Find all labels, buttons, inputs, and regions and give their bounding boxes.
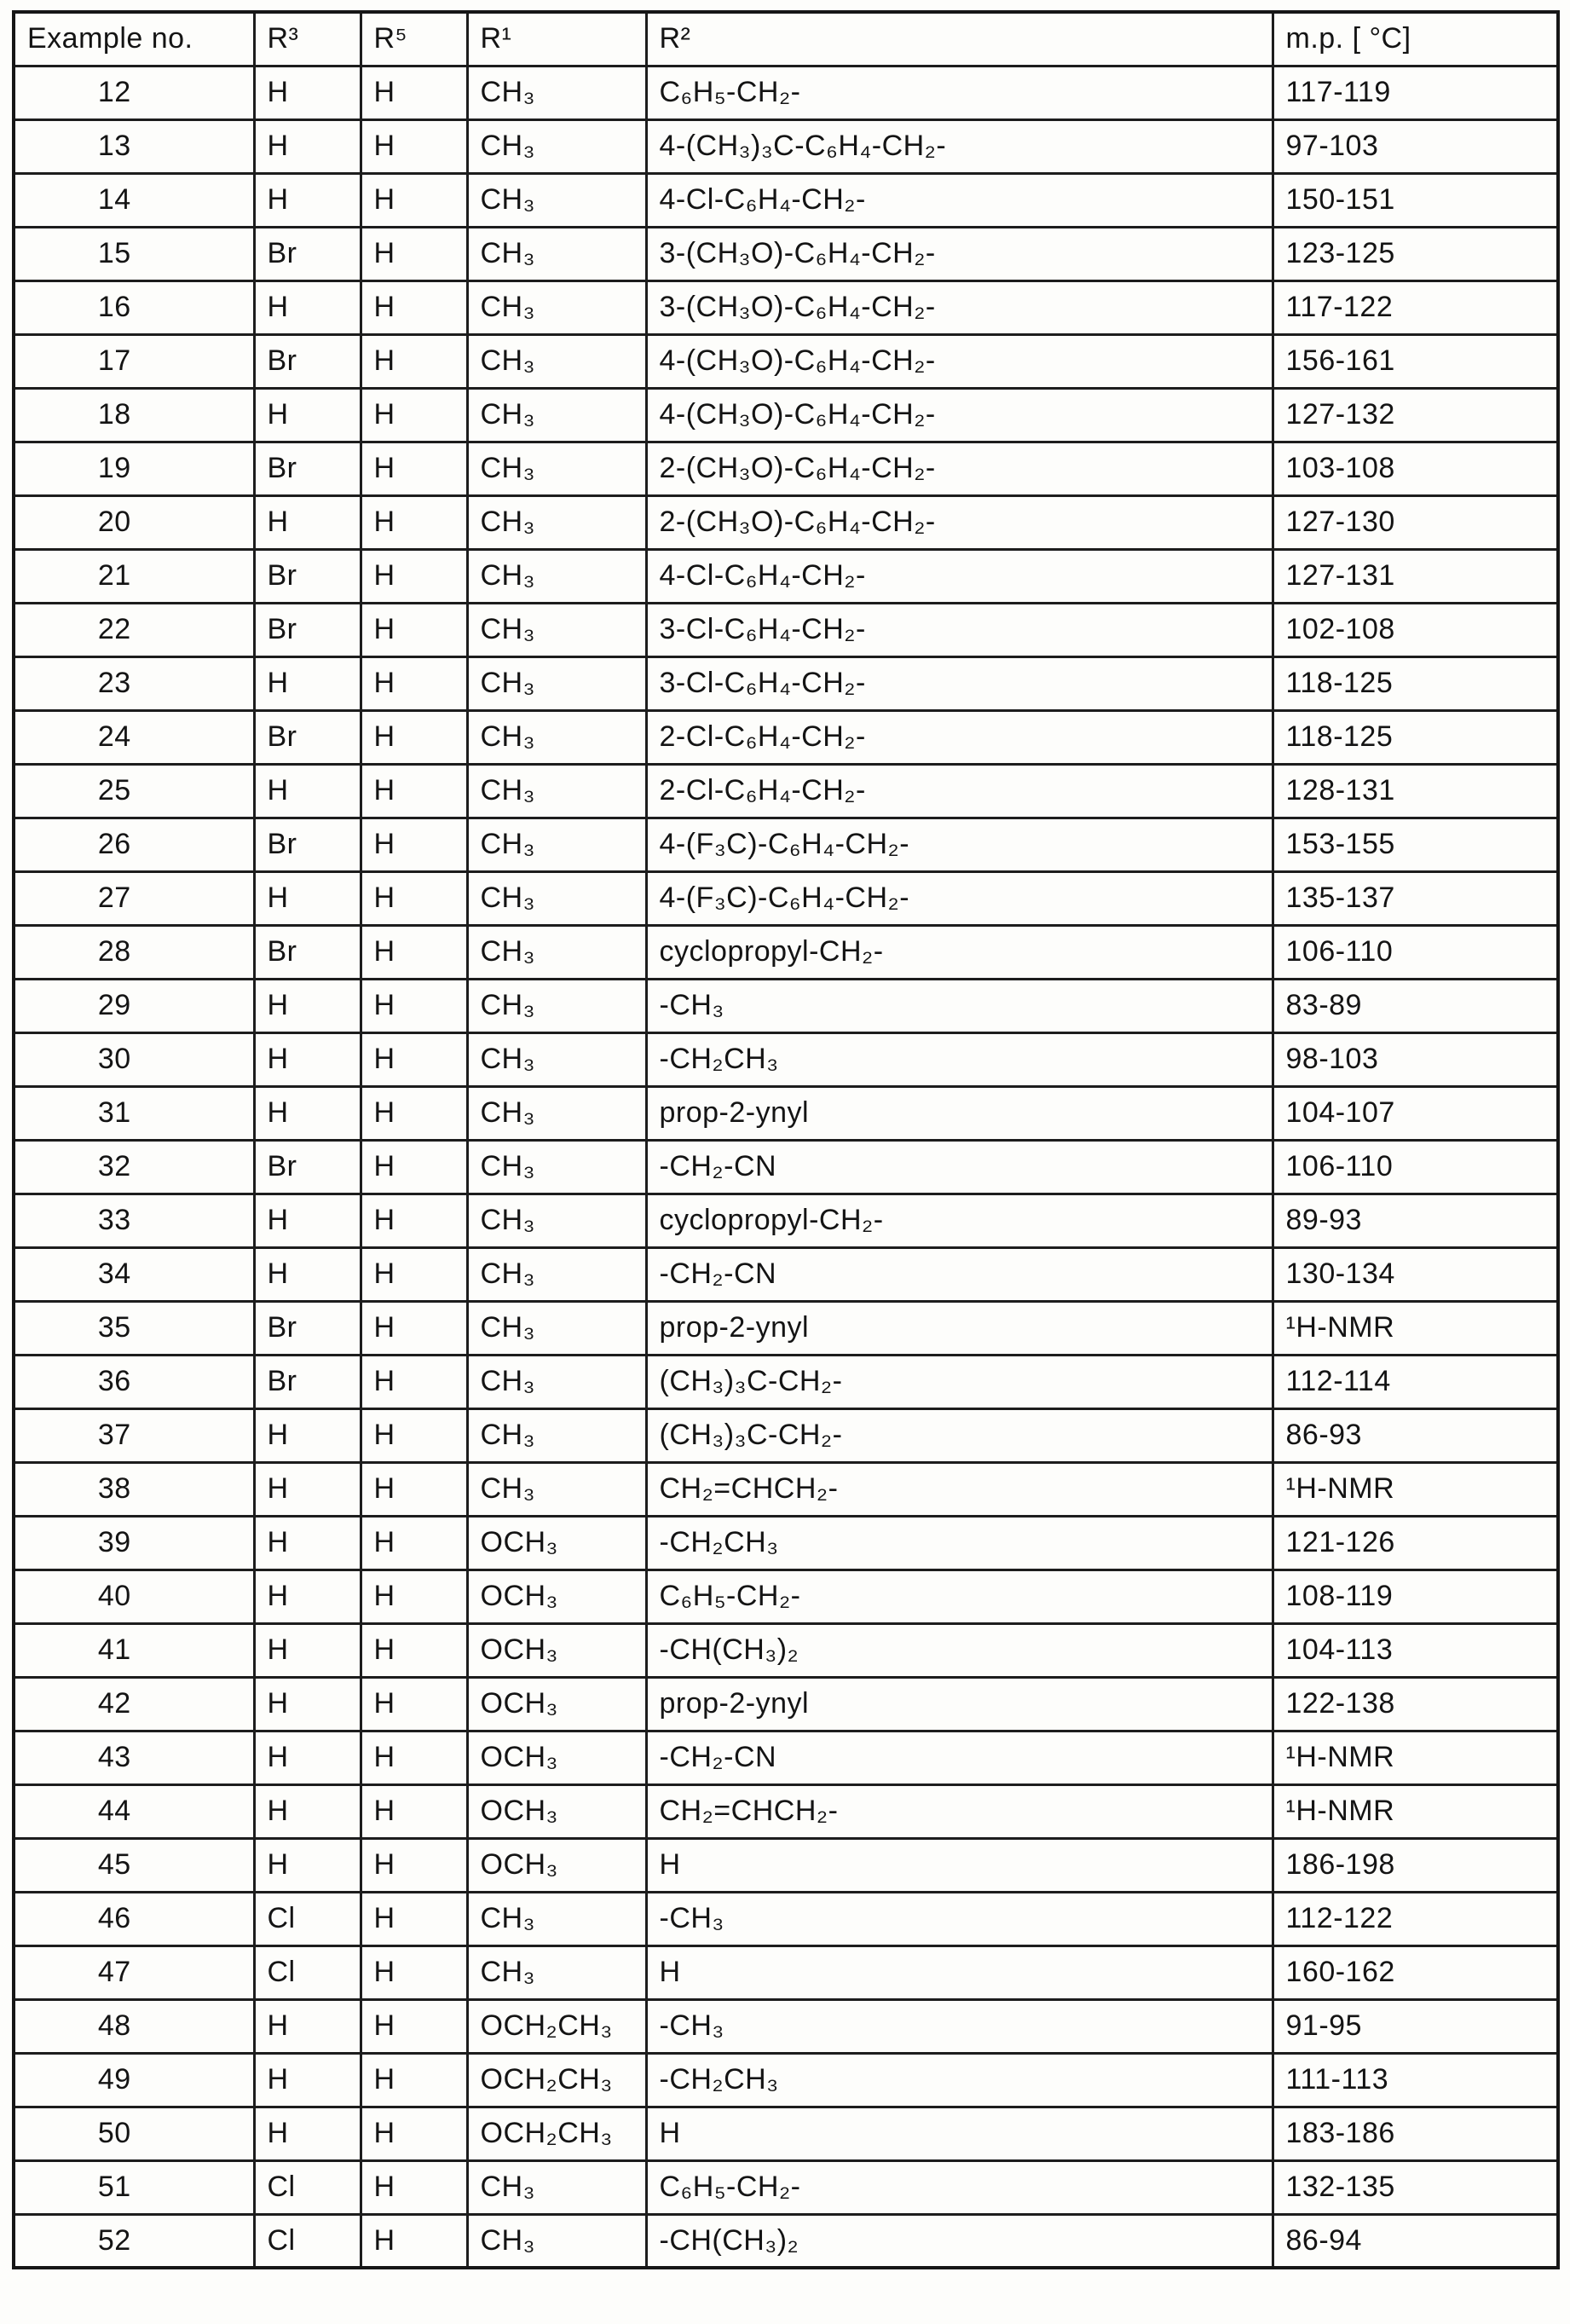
table-cell-r3: H	[254, 1838, 361, 1892]
table-row	[14, 227, 1558, 280]
table-cell-r1: CH₃	[467, 442, 646, 495]
table-cell-r3: H	[254, 1194, 361, 1247]
table-cell-r1: CH₃	[467, 764, 646, 818]
table-cell-r1: OCH₂CH₃	[467, 2107, 646, 2160]
table-row	[14, 1140, 1558, 1194]
table-cell-r1: CH₃	[467, 66, 646, 119]
table-cell-r1: OCH₃	[467, 1623, 646, 1677]
column-header-example-no: Example no.	[14, 12, 254, 66]
table-cell-r2: 3-(CH₃O)-C₆H₄-CH₂-	[646, 227, 1273, 280]
table-cell-r1: CH₃	[467, 710, 646, 764]
example-number-cell: 14	[14, 173, 254, 227]
table-cell-r3: H	[254, 1784, 361, 1838]
table-cell-mp: 128-131	[1273, 764, 1558, 818]
table-cell-mp: 127-131	[1273, 549, 1558, 603]
table-cell-r2: -CH₃	[646, 1892, 1273, 1945]
table-cell-r5: H	[361, 2053, 467, 2107]
table-cell-r2: -CH₂CH₃	[646, 2053, 1273, 2107]
example-number-cell: 45	[14, 1838, 254, 1892]
example-number-cell: 43	[14, 1731, 254, 1784]
table-cell-r3: H	[254, 1623, 361, 1677]
table-cell-r1: CH₃	[467, 334, 646, 388]
table-cell-r2: 2-(CH₃O)-C₆H₄-CH₂-	[646, 442, 1273, 495]
table-cell-r1: CH₃	[467, 388, 646, 442]
example-number-cell: 47	[14, 1945, 254, 1999]
table-cell-r3: H	[254, 1677, 361, 1731]
example-number-cell: 32	[14, 1140, 254, 1194]
table-cell-mp: 118-125	[1273, 710, 1558, 764]
example-number-cell: 39	[14, 1516, 254, 1570]
table-cell-r2: 4-(CH₃)₃C-C₆H₄-CH₂-	[646, 119, 1273, 173]
table-cell-mp: 106-110	[1273, 925, 1558, 979]
table-cell-r2: C₆H₅-CH₂-	[646, 2160, 1273, 2214]
table-cell-r1: OCH₃	[467, 1731, 646, 1784]
table-cell-r5: H	[361, 495, 467, 549]
table-cell-r2: 3-Cl-C₆H₄-CH₂-	[646, 603, 1273, 656]
table-cell-r3: Br	[254, 710, 361, 764]
table-cell-r3: Cl	[254, 2160, 361, 2214]
column-header-r3: R³	[254, 12, 361, 66]
table-cell-mp: 135-137	[1273, 871, 1558, 925]
table-row	[14, 1408, 1558, 1462]
example-number-cell: 34	[14, 1247, 254, 1301]
table-row	[14, 66, 1558, 119]
table-cell-r3: Br	[254, 818, 361, 871]
table-row	[14, 1247, 1558, 1301]
table-cell-r5: H	[361, 603, 467, 656]
table-cell-r2: -CH₂-CN	[646, 1731, 1273, 1784]
table-cell-r5: H	[361, 1408, 467, 1462]
table-row	[14, 1355, 1558, 1408]
table-cell-r3: H	[254, 119, 361, 173]
table-cell-r2: cyclopropyl-CH₂-	[646, 1194, 1273, 1247]
table-cell-r5: H	[361, 549, 467, 603]
example-number-cell: 44	[14, 1784, 254, 1838]
table-cell-r5: H	[361, 334, 467, 388]
table-cell-mp: 117-122	[1273, 280, 1558, 334]
table-cell-r2: 2-Cl-C₆H₄-CH₂-	[646, 710, 1273, 764]
table-cell-r5: H	[361, 2107, 467, 2160]
example-number-cell: 31	[14, 1086, 254, 1140]
table-cell-r3: Cl	[254, 1892, 361, 1945]
table-cell-r5: H	[361, 280, 467, 334]
column-header-r2: R²	[646, 12, 1273, 66]
table-row	[14, 2107, 1558, 2160]
table-cell-mp: 104-107	[1273, 1086, 1558, 1140]
compound-examples-table	[12, 10, 1560, 2269]
column-header-r5: R⁵	[361, 12, 467, 66]
table-cell-r3: H	[254, 173, 361, 227]
table-row	[14, 1945, 1558, 1999]
table-row	[14, 119, 1558, 173]
table-cell-r1: OCH₃	[467, 1516, 646, 1570]
table-cell-mp: 123-125	[1273, 227, 1558, 280]
table-cell-r2: 4-Cl-C₆H₄-CH₂-	[646, 173, 1273, 227]
table-cell-r2: 4-(F₃C)-C₆H₄-CH₂-	[646, 818, 1273, 871]
table-cell-r2: (CH₃)₃C-CH₂-	[646, 1408, 1273, 1462]
table-row	[14, 2053, 1558, 2107]
table-cell-r5: H	[361, 1731, 467, 1784]
table-row	[14, 549, 1558, 603]
table-cell-r1: CH₃	[467, 280, 646, 334]
table-row	[14, 1999, 1558, 2053]
table-cell-r3: Br	[254, 1355, 361, 1408]
table-cell-r5: H	[361, 1355, 467, 1408]
table-cell-mp: 98-103	[1273, 1032, 1558, 1086]
example-number-cell: 30	[14, 1032, 254, 1086]
table-cell-r5: H	[361, 656, 467, 710]
table-cell-r2: 4-(F₃C)-C₆H₄-CH₂-	[646, 871, 1273, 925]
table-cell-r1: CH₃	[467, 1301, 646, 1355]
table-cell-r5: H	[361, 818, 467, 871]
table-row	[14, 1838, 1558, 1892]
table-cell-r2: 4-(CH₃O)-C₆H₄-CH₂-	[646, 388, 1273, 442]
table-cell-mp: 91-95	[1273, 1999, 1558, 2053]
table-row	[14, 1086, 1558, 1140]
table-row	[14, 925, 1558, 979]
table-row	[14, 1462, 1558, 1516]
example-number-cell: 48	[14, 1999, 254, 2053]
table-cell-r1: CH₃	[467, 1086, 646, 1140]
table-cell-r5: H	[361, 1086, 467, 1140]
table-cell-r2: prop-2-ynyl	[646, 1086, 1273, 1140]
table-cell-r1: CH₃	[467, 1355, 646, 1408]
example-number-cell: 26	[14, 818, 254, 871]
table-cell-r3: H	[254, 2107, 361, 2160]
table-cell-mp: 112-114	[1273, 1355, 1558, 1408]
table-cell-r3: H	[254, 1032, 361, 1086]
table-row	[14, 818, 1558, 871]
example-number-cell: 42	[14, 1677, 254, 1731]
example-number-cell: 27	[14, 871, 254, 925]
table-cell-mp: 132-135	[1273, 2160, 1558, 2214]
table-cell-r2: 2-Cl-C₆H₄-CH₂-	[646, 764, 1273, 818]
table-cell-r3: H	[254, 979, 361, 1032]
example-number-cell: 35	[14, 1301, 254, 1355]
table-cell-r2: -CH₂-CN	[646, 1247, 1273, 1301]
table-row	[14, 442, 1558, 495]
table-row	[14, 1301, 1558, 1355]
table-cell-mp: ¹H-NMR	[1273, 1731, 1558, 1784]
table-cell-r3: H	[254, 1516, 361, 1570]
table-cell-r2: 3-Cl-C₆H₄-CH₂-	[646, 656, 1273, 710]
table-cell-mp: 127-132	[1273, 388, 1558, 442]
table-row	[14, 764, 1558, 818]
table-cell-r3: H	[254, 1462, 361, 1516]
table-cell-r5: H	[361, 2160, 467, 2214]
example-number-cell: 41	[14, 1623, 254, 1677]
table-cell-r3: H	[254, 1408, 361, 1462]
example-number-cell: 20	[14, 495, 254, 549]
table-cell-r5: H	[361, 1194, 467, 1247]
table-row	[14, 280, 1558, 334]
table-row	[14, 871, 1558, 925]
table-cell-r2: CH₂=CHCH₂-	[646, 1784, 1273, 1838]
table-cell-mp: 118-125	[1273, 656, 1558, 710]
table-cell-r1: OCH₃	[467, 1570, 646, 1623]
example-number-cell: 23	[14, 656, 254, 710]
column-header-mp: m.p. [ °C]	[1273, 12, 1558, 66]
table-cell-mp: 97-103	[1273, 119, 1558, 173]
table-cell-r1: CH₃	[467, 1140, 646, 1194]
table-cell-r1: CH₃	[467, 2214, 646, 2268]
table-cell-r2: H	[646, 2107, 1273, 2160]
table-cell-r1: CH₃	[467, 979, 646, 1032]
table-cell-r5: H	[361, 66, 467, 119]
table-cell-r2: -CH₂-CN	[646, 1140, 1273, 1194]
table-cell-r1: CH₃	[467, 1194, 646, 1247]
table-cell-r2: 3-(CH₃O)-C₆H₄-CH₂-	[646, 280, 1273, 334]
table-row	[14, 495, 1558, 549]
table-cell-r3: Br	[254, 549, 361, 603]
table-cell-r2: prop-2-ynyl	[646, 1677, 1273, 1731]
table-cell-r1: CH₃	[467, 1892, 646, 1945]
table-cell-r5: H	[361, 227, 467, 280]
example-number-cell: 19	[14, 442, 254, 495]
table-cell-r5: H	[361, 1247, 467, 1301]
table-row	[14, 1677, 1558, 1731]
table-cell-mp: 112-122	[1273, 1892, 1558, 1945]
table-cell-r3: Br	[254, 1301, 361, 1355]
example-number-cell: 33	[14, 1194, 254, 1247]
example-number-cell: 37	[14, 1408, 254, 1462]
table-cell-r3: H	[254, 1247, 361, 1301]
table-cell-r3: H	[254, 388, 361, 442]
example-number-cell: 29	[14, 979, 254, 1032]
table-cell-r5: H	[361, 979, 467, 1032]
example-number-cell: 21	[14, 549, 254, 603]
table-cell-mp: 86-93	[1273, 1408, 1558, 1462]
table-cell-r2: -CH₂CH₃	[646, 1516, 1273, 1570]
table-cell-r3: H	[254, 871, 361, 925]
table-row	[14, 2214, 1558, 2268]
table-cell-r1: CH₃	[467, 925, 646, 979]
table-cell-mp: 186-198	[1273, 1838, 1558, 1892]
table-cell-r5: H	[361, 764, 467, 818]
table-cell-r1: CH₃	[467, 1945, 646, 1999]
table-cell-r1: CH₃	[467, 1247, 646, 1301]
table-cell-r5: H	[361, 925, 467, 979]
table-cell-mp: 160-162	[1273, 1945, 1558, 1999]
table-cell-r2: (CH₃)₃C-CH₂-	[646, 1355, 1273, 1408]
table-cell-mp: 183-186	[1273, 2107, 1558, 2160]
table-row	[14, 1623, 1558, 1677]
table-cell-r3: H	[254, 764, 361, 818]
table-cell-r3: H	[254, 1999, 361, 2053]
table-cell-r2: cyclopropyl-CH₂-	[646, 925, 1273, 979]
table-row	[14, 388, 1558, 442]
table-cell-r1: CH₃	[467, 1408, 646, 1462]
table-cell-r1: CH₃	[467, 549, 646, 603]
table-cell-mp: 83-89	[1273, 979, 1558, 1032]
table-cell-mp: 150-151	[1273, 173, 1558, 227]
table-body	[14, 66, 1558, 2268]
table-cell-r1: CH₃	[467, 495, 646, 549]
header-row	[14, 12, 1558, 66]
table-cell-mp: 153-155	[1273, 818, 1558, 871]
table-cell-mp: 111-113	[1273, 2053, 1558, 2107]
table-cell-r5: H	[361, 1032, 467, 1086]
table-cell-r3: Br	[254, 925, 361, 979]
table-cell-r1: OCH₂CH₃	[467, 1999, 646, 2053]
table-cell-r5: H	[361, 1999, 467, 2053]
table-cell-r3: Cl	[254, 1945, 361, 1999]
example-number-cell: 22	[14, 603, 254, 656]
table-row	[14, 603, 1558, 656]
example-number-cell: 13	[14, 119, 254, 173]
table-cell-r5: H	[361, 1677, 467, 1731]
example-number-cell: 17	[14, 334, 254, 388]
table-cell-mp: 89-93	[1273, 1194, 1558, 1247]
table-row	[14, 979, 1558, 1032]
table-cell-r3: H	[254, 495, 361, 549]
table-cell-r2: prop-2-ynyl	[646, 1301, 1273, 1355]
table-cell-r2: -CH(CH₃)₂	[646, 2214, 1273, 2268]
table-row	[14, 2160, 1558, 2214]
table-cell-r2: 2-(CH₃O)-C₆H₄-CH₂-	[646, 495, 1273, 549]
column-header-r1: R¹	[467, 12, 646, 66]
table-cell-r3: H	[254, 2053, 361, 2107]
table-cell-r5: H	[361, 388, 467, 442]
example-number-cell: 52	[14, 2214, 254, 2268]
table-cell-r3: H	[254, 1086, 361, 1140]
table-cell-r3: H	[254, 66, 361, 119]
table-cell-r1: CH₃	[467, 818, 646, 871]
table-cell-r5: H	[361, 1784, 467, 1838]
table-cell-r2: H	[646, 1945, 1273, 1999]
table-cell-r2: CH₂=CHCH₂-	[646, 1462, 1273, 1516]
table-row	[14, 1731, 1558, 1784]
table-cell-r1: CH₃	[467, 2160, 646, 2214]
table-row	[14, 1516, 1558, 1570]
table-cell-mp: ¹H-NMR	[1273, 1784, 1558, 1838]
table-cell-r2: -CH₂CH₃	[646, 1032, 1273, 1086]
table-cell-r1: OCH₃	[467, 1838, 646, 1892]
table-cell-r1: CH₃	[467, 1462, 646, 1516]
table-cell-r1: CH₃	[467, 871, 646, 925]
table-cell-r2: -CH₃	[646, 1999, 1273, 2053]
example-number-cell: 38	[14, 1462, 254, 1516]
table-cell-r1: CH₃	[467, 173, 646, 227]
example-number-cell: 46	[14, 1892, 254, 1945]
table-cell-r5: H	[361, 1623, 467, 1677]
table-header	[14, 12, 1558, 66]
table-cell-r3: Br	[254, 442, 361, 495]
table-cell-r3: H	[254, 656, 361, 710]
example-number-cell: 49	[14, 2053, 254, 2107]
table-cell-mp: 86-94	[1273, 2214, 1558, 2268]
example-number-cell: 28	[14, 925, 254, 979]
table-cell-mp: 102-108	[1273, 603, 1558, 656]
table-cell-r1: CH₃	[467, 656, 646, 710]
table-cell-r5: H	[361, 1838, 467, 1892]
table-cell-mp: 121-126	[1273, 1516, 1558, 1570]
table-cell-mp: 122-138	[1273, 1677, 1558, 1731]
table-cell-r5: H	[361, 1140, 467, 1194]
example-number-cell: 15	[14, 227, 254, 280]
table-cell-r5: H	[361, 2214, 467, 2268]
table-cell-r2: H	[646, 1838, 1273, 1892]
table-cell-r2: 4-(CH₃O)-C₆H₄-CH₂-	[646, 334, 1273, 388]
table-cell-r5: H	[361, 173, 467, 227]
table-cell-mp: 106-110	[1273, 1140, 1558, 1194]
table-cell-r2: C₆H₅-CH₂-	[646, 66, 1273, 119]
table-cell-r5: H	[361, 1892, 467, 1945]
table-cell-r5: H	[361, 1570, 467, 1623]
table-row	[14, 1194, 1558, 1247]
table-cell-r1: CH₃	[467, 227, 646, 280]
table-cell-r1: OCH₃	[467, 1677, 646, 1731]
table-cell-r3: Br	[254, 334, 361, 388]
table-cell-r1: CH₃	[467, 119, 646, 173]
example-number-cell: 51	[14, 2160, 254, 2214]
table-cell-mp: 104-113	[1273, 1623, 1558, 1677]
table-cell-r3: Br	[254, 1140, 361, 1194]
table-row	[14, 1570, 1558, 1623]
table-cell-mp: 127-130	[1273, 495, 1558, 549]
table-cell-mp: 117-119	[1273, 66, 1558, 119]
example-number-cell: 40	[14, 1570, 254, 1623]
table-cell-r5: H	[361, 1945, 467, 1999]
table-row	[14, 173, 1558, 227]
table-cell-r5: H	[361, 1301, 467, 1355]
table-cell-mp: ¹H-NMR	[1273, 1462, 1558, 1516]
table-cell-r2: -CH(CH₃)₂	[646, 1623, 1273, 1677]
table-cell-mp: 108-119	[1273, 1570, 1558, 1623]
table-cell-r5: H	[361, 871, 467, 925]
table-cell-r5: H	[361, 442, 467, 495]
example-number-cell: 24	[14, 710, 254, 764]
table-cell-r5: H	[361, 710, 467, 764]
example-number-cell: 36	[14, 1355, 254, 1408]
table-cell-mp: ¹H-NMR	[1273, 1301, 1558, 1355]
table-cell-r3: Br	[254, 603, 361, 656]
example-number-cell: 18	[14, 388, 254, 442]
example-number-cell: 50	[14, 2107, 254, 2160]
table-row	[14, 1032, 1558, 1086]
table-row	[14, 1892, 1558, 1945]
table-row	[14, 710, 1558, 764]
table-cell-r2: 4-Cl-C₆H₄-CH₂-	[646, 549, 1273, 603]
table-cell-r1: CH₃	[467, 1032, 646, 1086]
table-cell-r3: Br	[254, 227, 361, 280]
table-cell-r3: H	[254, 1731, 361, 1784]
table-cell-r1: CH₃	[467, 603, 646, 656]
example-number-cell: 25	[14, 764, 254, 818]
table-row	[14, 656, 1558, 710]
table-cell-r2: C₆H₅-CH₂-	[646, 1570, 1273, 1623]
table-cell-r1: OCH₂CH₃	[467, 2053, 646, 2107]
table-cell-r3: H	[254, 1570, 361, 1623]
table-cell-r1: OCH₃	[467, 1784, 646, 1838]
table-cell-r5: H	[361, 1462, 467, 1516]
table-cell-mp: 130-134	[1273, 1247, 1558, 1301]
table-cell-r3: H	[254, 280, 361, 334]
table-cell-r5: H	[361, 119, 467, 173]
table-row	[14, 1784, 1558, 1838]
table-cell-mp: 103-108	[1273, 442, 1558, 495]
example-number-cell: 12	[14, 66, 254, 119]
table-cell-r5: H	[361, 1516, 467, 1570]
table-row	[14, 334, 1558, 388]
table-cell-r2: -CH₃	[646, 979, 1273, 1032]
example-number-cell: 16	[14, 280, 254, 334]
table-cell-r3: Cl	[254, 2214, 361, 2268]
table-cell-mp: 156-161	[1273, 334, 1558, 388]
